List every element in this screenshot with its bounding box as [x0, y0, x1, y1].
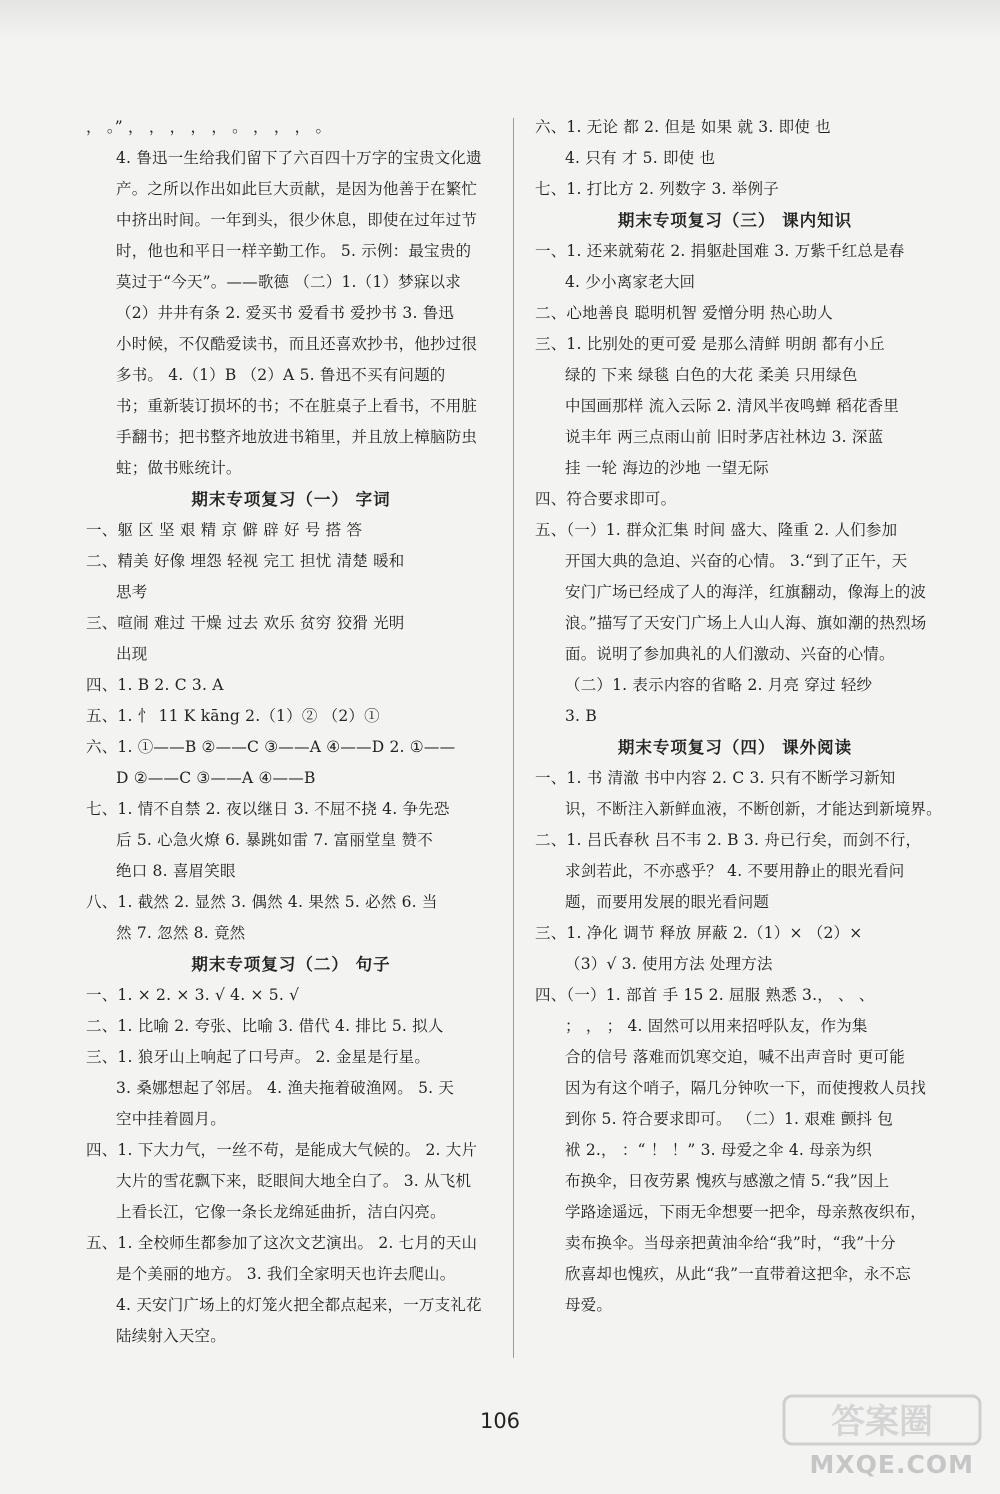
right-answer-line: 因为有这个哨子，隔几分钟吹一下，而使搜救人员找	[565, 1079, 927, 1097]
right-answer-line: 3. B	[565, 707, 597, 725]
right-answer-line: 4. 只有 才 5. 即使 也	[565, 149, 716, 167]
right-answer-line: 四、（一）1. 部首 手 15 2. 屈服 熟悉 3.， 、 、	[535, 986, 875, 1004]
left-answer-line: 然 7. 忽然 8. 竟然	[116, 924, 246, 942]
watermark-url: MXQE.COM	[809, 1450, 974, 1479]
right-answer-line: 学路途遥远，下雨无伞想要一把伞，母亲熬夜织布，	[565, 1203, 927, 1221]
left-answer-line: 三、喧闹 难过 干燥 过去 欢乐 贫穷 狡猾 光明	[86, 614, 405, 632]
left-answer-line: 四、1. B 2. C 3. A	[86, 676, 224, 694]
left-answer-line: 是个美丽的地方。 3. 我们全家明天也许去爬山。	[116, 1265, 456, 1283]
right-answer-line: 浪。”描写了天安门广场上人山人海、旗如潮的热烈场	[565, 614, 927, 632]
left-answer-line: 六、1. ①——B ②——C ③——A ④——D 2. ①——	[86, 738, 456, 756]
left-answer-line: 绝口 8. 喜眉笑眼	[116, 862, 236, 880]
left-answer-line: 四、1. 下大力气，一丝不苟，是能成大气候的。 2. 大片	[86, 1141, 478, 1159]
left-answer-line: 三、1. 狼牙山上响起了口号声。 2. 金星是行星。	[86, 1048, 431, 1066]
left-answer-line: D ②——C ③——A ④——B	[116, 769, 316, 787]
left-answer-line: 时，他也和平日一样辛勤工作。 5. 示例：最宝贵的	[116, 242, 472, 260]
right-answer-line: 说丰年 两三点雨山前 旧时茅店社林边 3. 深蓝	[565, 428, 884, 446]
right-answer-line: 合的信号 落难而饥寒交迫，喊不出声音时 更可能	[565, 1048, 905, 1066]
right-answer-line: 题，而要用发展的眼光看问题	[565, 893, 770, 911]
right-section-heading: 期末专项复习（三） 课内知识	[617, 211, 853, 230]
right-section-heading: 期末专项复习（四） 课外阅读	[617, 738, 853, 757]
right-answer-line: 安门广场已经成了人的海洋，红旗翻动，像海上的波	[565, 583, 927, 601]
right-answer-line: 面。说明了参加典礼的人们激动、兴奋的心情。	[565, 645, 895, 663]
left-answer-line: 五、1. 忄 11 K kāng 2.（1）② （2）①	[86, 707, 380, 725]
right-answer-line: 三、1. 净化 调节 释放 屏蔽 2.（1）× （2）×	[535, 924, 863, 942]
right-answer-line: 绿的 下来 绿毯 白色的大花 柔美 只用绿色	[565, 366, 858, 384]
left-answer-line: 4. 鲁迅一生给我们留下了六百四十万字的宝贵文化遗	[116, 149, 482, 167]
right-answer-line: 4. 少小离家老大回	[565, 273, 696, 291]
column-divider	[513, 118, 514, 1358]
left-column	[86, 112, 496, 1352]
right-answer-line: 四、符合要求即可。	[535, 490, 677, 508]
right-answer-line: 二、心地善良 聪明机智 爱憎分明 热心助人	[535, 304, 833, 322]
right-answer-line: 五、（一）1. 群众汇集 时间 盛大、隆重 2. 人们参加	[535, 521, 898, 539]
right-answer-line: 一、1. 书 清澈 书中内容 2. C 3. 只有不断学习新知	[535, 769, 896, 787]
right-answer-line: 三、1. 比别处的更可爱 是那么清鲜 明朗 都有小丘	[535, 335, 885, 353]
left-answer-line: 二、1. 比喻 2. 夸张、比喻 3. 借代 4. 排比 5. 拟人	[86, 1017, 444, 1035]
left-answer-line: 思考	[116, 583, 148, 601]
right-answer-line: 卖布换伞。当母亲把黄油伞给“我”时，“我”十分	[565, 1234, 896, 1252]
right-answer-line: 袱 2.， ：“ ！ ！” 3. 母爱之伞 4. 母亲为织	[565, 1141, 872, 1159]
left-answer-line: 五、1. 全校师生都参加了这次文艺演出。 2. 七月的天山	[86, 1234, 478, 1252]
right-answer-line: ； ， ； 4. 固然可以用来招呼队友，作为集	[565, 1017, 868, 1035]
left-answer-line: 中挤出时间。一年到头，很少休息，即使在过年过节	[116, 211, 478, 229]
right-answer-line: 求剑若此，不亦惑乎？ 4. 不要用静止的眼光看问	[565, 862, 905, 880]
right-answer-line: 识，不断注入新鲜血液，不断创新，才能达到新境界。	[565, 800, 942, 818]
left-answer-line: 空中挂着圆月。	[116, 1110, 226, 1128]
left-answer-line: 产。之所以作出如此巨大贡献，是因为他善于在繁忙	[116, 180, 478, 198]
right-answer-line: 挂 一轮 海边的沙地 一望无际	[565, 459, 769, 477]
left-answer-line: 多书。 4.（1）B （2）A 5. 鲁迅不买有问题的	[116, 366, 446, 384]
page-top-shadow	[0, 0, 1000, 40]
page-number: 106	[479, 1409, 521, 1433]
right-column	[535, 112, 942, 1321]
left-section-heading: 期末专项复习（二） 句子	[191, 955, 391, 974]
left-answer-line: ， 。” ， ， ， ， ， 。 ， ， ， 。	[86, 118, 332, 136]
left-answer-line: 3. 桑娜想起了邻居。 4. 渔夫拖着破渔网。 5. 天	[116, 1079, 455, 1097]
right-answer-line: 中国画那样 流入云际 2. 清风半夜鸣蝉 稻花香里	[565, 397, 899, 415]
right-answer-line: （3）√ 3. 使用方法 处理方法	[565, 955, 773, 973]
left-answer-line: 莫过于“今天”。——歌德 （二）1.（1）梦寐以求	[116, 273, 461, 291]
right-answer-line: 一、1. 还来就菊花 2. 捐躯赴国难 3. 万紫千红总是春	[535, 242, 905, 260]
left-answer-line: （2）井井有条 2. 爱买书 爱看书 爱抄书 3. 鲁迅	[116, 304, 455, 322]
left-answer-line: 书；重新装订损坏的书；不在脏桌子上看书，不用脏	[116, 397, 478, 415]
right-answer-line: 母爱。	[565, 1296, 613, 1314]
right-answer-line: （二）1. 表示内容的省略 2. 月亮 穿过 轻纱	[565, 676, 873, 694]
right-answer-line: 七、1. 打比方 2. 列数字 3. 举例子	[535, 180, 779, 198]
left-answer-line: 手翻书；把书整齐地放进书箱里，并且放上樟脑防虫	[116, 428, 478, 446]
answer-circle-logo-icon	[782, 1392, 982, 1448]
watermark-logo-text: 答案圈	[831, 1402, 933, 1442]
left-answer-line: 后 5. 心急火燎 6. 暴跳如雷 7. 富丽堂皇 赞不	[116, 831, 433, 849]
right-answer-line: 到你 5. 符合要求即可。 （二）1. 艰难 颤抖 包	[565, 1110, 894, 1128]
left-answer-line: 七、1. 情不自禁 2. 夜以继日 3. 不屈不挠 4. 争先恐	[86, 800, 450, 818]
left-answer-line: 出现	[116, 645, 148, 663]
left-answer-line: 4. 天安门广场上的灯笼火把全都点起来，一万支礼花	[116, 1296, 482, 1314]
right-answer-line: 欣喜却也愧疚，从此“我”一直带着这把伞，永不忘	[565, 1265, 911, 1283]
watermark	[782, 1392, 982, 1484]
right-answer-line: 二、1. 吕氏春秋 吕不韦 2. B 3. 舟已行矣，而剑不行，	[535, 831, 922, 849]
right-answer-line: 六、1. 无论 都 2. 但是 如果 就 3. 即使 也	[535, 118, 831, 136]
left-answer-line: 陆续射入天空。	[116, 1327, 226, 1345]
left-answer-line: 八、1. 截然 2. 显然 3. 偶然 4. 果然 5. 必然 6. 当	[86, 893, 438, 911]
left-answer-line: 二、精美 好像 埋怨 轻视 完工 担忧 清楚 暖和	[86, 552, 405, 570]
left-answer-line: 上看长江，它像一条长龙绵延曲折，洁白闪亮。	[116, 1203, 446, 1221]
left-answer-line: 大片的雪花飘下来，眨眼间大地全白了。 3. 从飞机	[116, 1172, 472, 1190]
right-answer-line: 开国大典的急迫、兴奋的心情。 3.“到了正午，天	[565, 552, 908, 570]
left-answer-line: 一、躯 区 坚 艰 精 京 僻 辟 好 号 搭 答	[86, 521, 363, 539]
left-answer-line: 一、1. × 2. × 3. √ 4. × 5. √	[86, 986, 300, 1004]
right-answer-line: 布换伞，日夜劳累 愧疚与感激之情 5.“我”因上	[565, 1172, 890, 1190]
left-answer-line: 小时候，不仅酷爱读书，而且还喜欢抄书，他抄过很	[116, 335, 478, 353]
left-answer-line: 蛀；做书账统计。	[116, 459, 242, 477]
left-section-heading: 期末专项复习（一） 字词	[191, 490, 391, 509]
